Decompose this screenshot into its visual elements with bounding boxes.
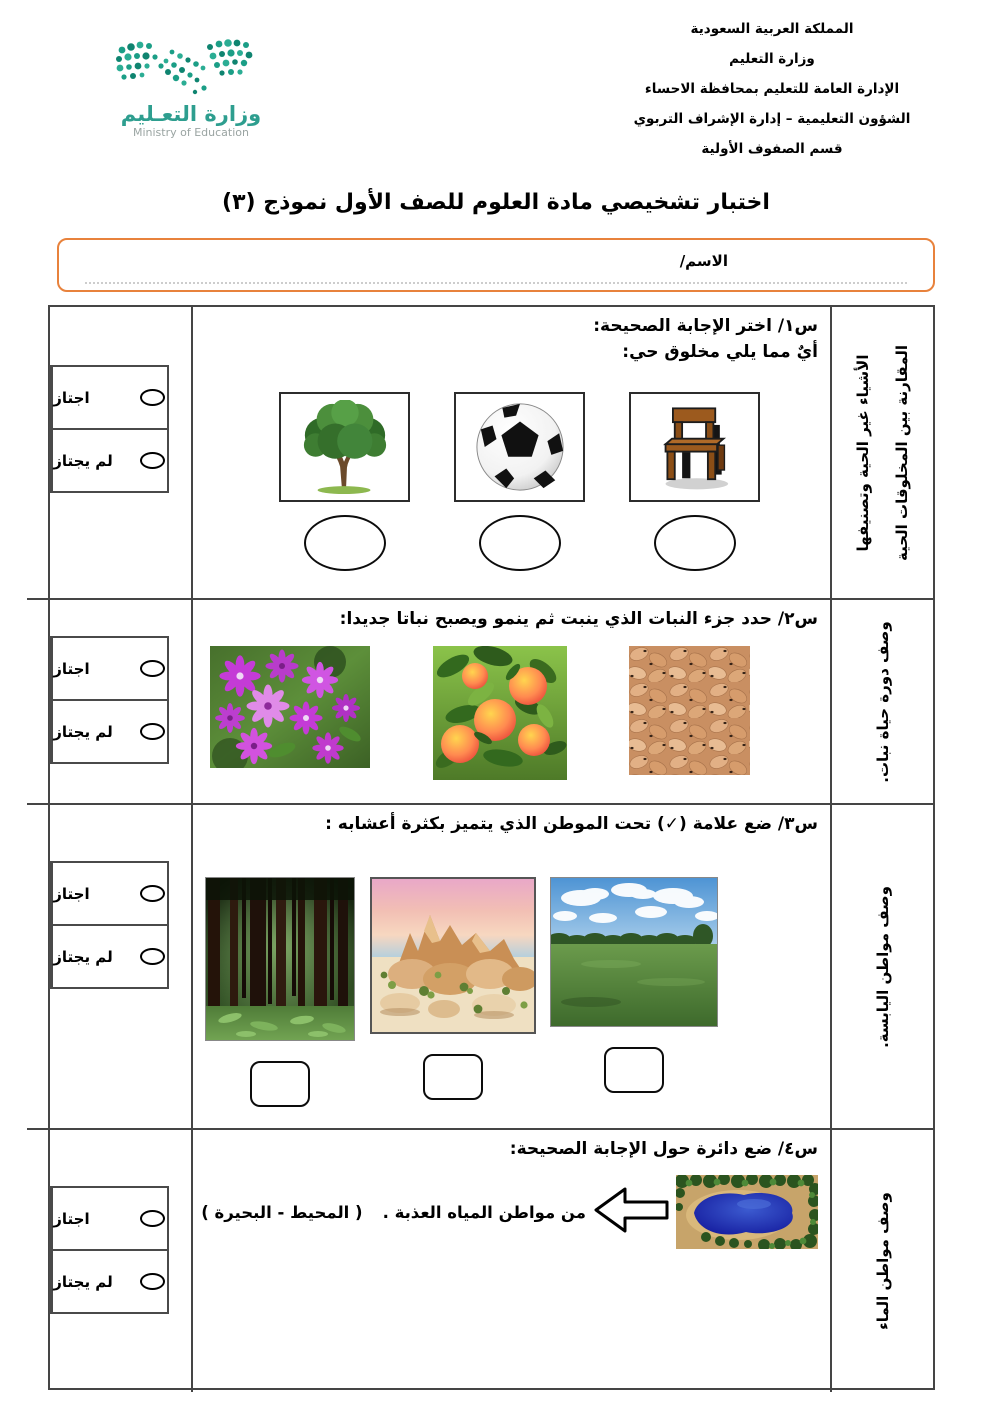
question-text: أيٌ مما يلي مخلوق حي:	[622, 342, 818, 363]
question-text: س٤/ ضع دائرة حول الإجابة الصحيحة:	[509, 1139, 818, 1159]
oval-bubble-icon[interactable]	[140, 660, 165, 677]
q4-options[interactable]: ( المحيط - البحيرة )	[201, 1202, 363, 1222]
answer-box-desert[interactable]	[423, 1054, 483, 1100]
pass-label: اجتاز	[51, 863, 137, 924]
oval-bubble-icon[interactable]	[140, 885, 165, 902]
oval-bubble-icon[interactable]	[140, 948, 165, 965]
page-title: اختبار تشخيصي مادة العلوم للصف الأول نموذج (٣)	[222, 190, 770, 215]
option-forest-image[interactable]	[205, 877, 355, 1041]
assessment-cell-q3	[27, 805, 193, 1130]
oval-bubble-icon[interactable]	[140, 1273, 165, 1290]
pass-mark-target[interactable]	[137, 638, 167, 699]
skill-cell-q3	[830, 805, 933, 1130]
question-cell-q4	[193, 1130, 830, 1392]
header-line: وزارة التعليم	[729, 51, 815, 67]
answer-oval-ball[interactable]	[479, 515, 561, 571]
question-text: س٢/ حدد جزء النبات الذي ينبت ثم ينمو ويصبح نباتا جديدا:	[339, 609, 818, 629]
option-peach-tree-image[interactable]	[433, 646, 567, 780]
skill-label: الأشياء غير الحية وتصنيفها	[854, 354, 873, 551]
q4-statement: من مواطن المياه العذبة .	[382, 1202, 586, 1222]
skill-label: وصف مواطن اليابسة.	[873, 885, 892, 1048]
name-field-box	[57, 238, 935, 292]
answer-oval-tree[interactable]	[304, 515, 386, 571]
skill-cell-q2	[830, 600, 933, 805]
option-grass-field-image[interactable]	[550, 877, 718, 1027]
oval-bubble-icon[interactable]	[140, 452, 165, 469]
pass-label: اجتاز	[51, 367, 137, 428]
skill-label: المقارنة بين المخلوقات الحية	[892, 344, 911, 561]
pass-label: اجتاز	[51, 638, 137, 699]
question-text: س٣/ ضع علامة (✓) تحت الموطن الذي يتميز بكثرة أعشابه :	[325, 814, 818, 834]
oval-bubble-icon[interactable]	[140, 723, 165, 740]
pass-label: اجتاز	[51, 1188, 137, 1249]
assessment-cell-q1	[27, 307, 193, 600]
fail-label: لم يجتاز	[51, 1251, 137, 1312]
fail-mark-target[interactable]	[137, 1251, 167, 1312]
fail-mark-target[interactable]	[137, 926, 167, 987]
header-line: قسم الصفوف الأولية	[701, 141, 843, 157]
header-line: الشؤون التعليمية – إدارة الإشراف التربوي	[633, 111, 911, 127]
pass-mark-target[interactable]	[137, 863, 167, 924]
oval-bubble-icon[interactable]	[140, 1210, 165, 1227]
questions-table	[48, 305, 935, 1390]
logo-english-wordmark: Ministry of Education	[132, 126, 249, 139]
ministry-logo	[86, 36, 296, 140]
answer-box-field[interactable]	[604, 1047, 664, 1093]
header-line: المملكة العربية السعودية	[690, 21, 854, 37]
question-cell-q1	[193, 307, 830, 600]
option-desert-image[interactable]	[370, 877, 536, 1034]
option-bean-seeds-image[interactable]	[629, 646, 750, 775]
fail-label: لم يجتاز	[51, 701, 137, 762]
ministry-logo-dots-icon	[106, 83, 276, 102]
option-soccer-ball-image[interactable]	[454, 392, 585, 502]
skill-label: وصف مواطن الماء	[873, 1192, 892, 1330]
fail-mark-target[interactable]	[137, 430, 167, 491]
left-block-arrow-icon	[592, 1185, 670, 1239]
lake-image	[676, 1175, 818, 1249]
assessment-cell-q2	[27, 600, 193, 805]
skill-label: وصف دورة حياة نبات.	[873, 620, 892, 783]
pass-mark-target[interactable]	[137, 1188, 167, 1249]
question-text: س١/ اختر الإجابة الصحيحة:	[593, 316, 818, 336]
assessment-cell-q4	[27, 1130, 193, 1392]
fail-mark-target[interactable]	[137, 701, 167, 762]
header-line: الإدارة العامة للتعليم بمحافظة الاحساء	[644, 81, 900, 97]
oval-bubble-icon[interactable]	[140, 389, 165, 406]
answer-oval-chair[interactable]	[654, 515, 736, 571]
option-tree-image[interactable]	[279, 392, 410, 502]
answer-box-forest[interactable]	[250, 1061, 310, 1107]
question-cell-q3	[193, 805, 830, 1130]
pass-mark-target[interactable]	[137, 367, 167, 428]
ministry-header-block	[602, 14, 942, 164]
name-field-label: الاسم/	[679, 252, 728, 270]
option-chair-image[interactable]	[629, 392, 760, 502]
logo-arabic-wordmark: وزارة التعـليم	[120, 102, 262, 126]
skill-cell-q4	[830, 1130, 933, 1392]
option-flowers-image[interactable]	[209, 646, 371, 768]
fail-label: لم يجتاز	[51, 926, 137, 987]
name-input-line[interactable]	[85, 282, 907, 284]
question-cell-q2	[193, 600, 830, 805]
skill-cell-q1	[830, 307, 933, 600]
fail-label: لم يجتاز	[51, 430, 137, 491]
